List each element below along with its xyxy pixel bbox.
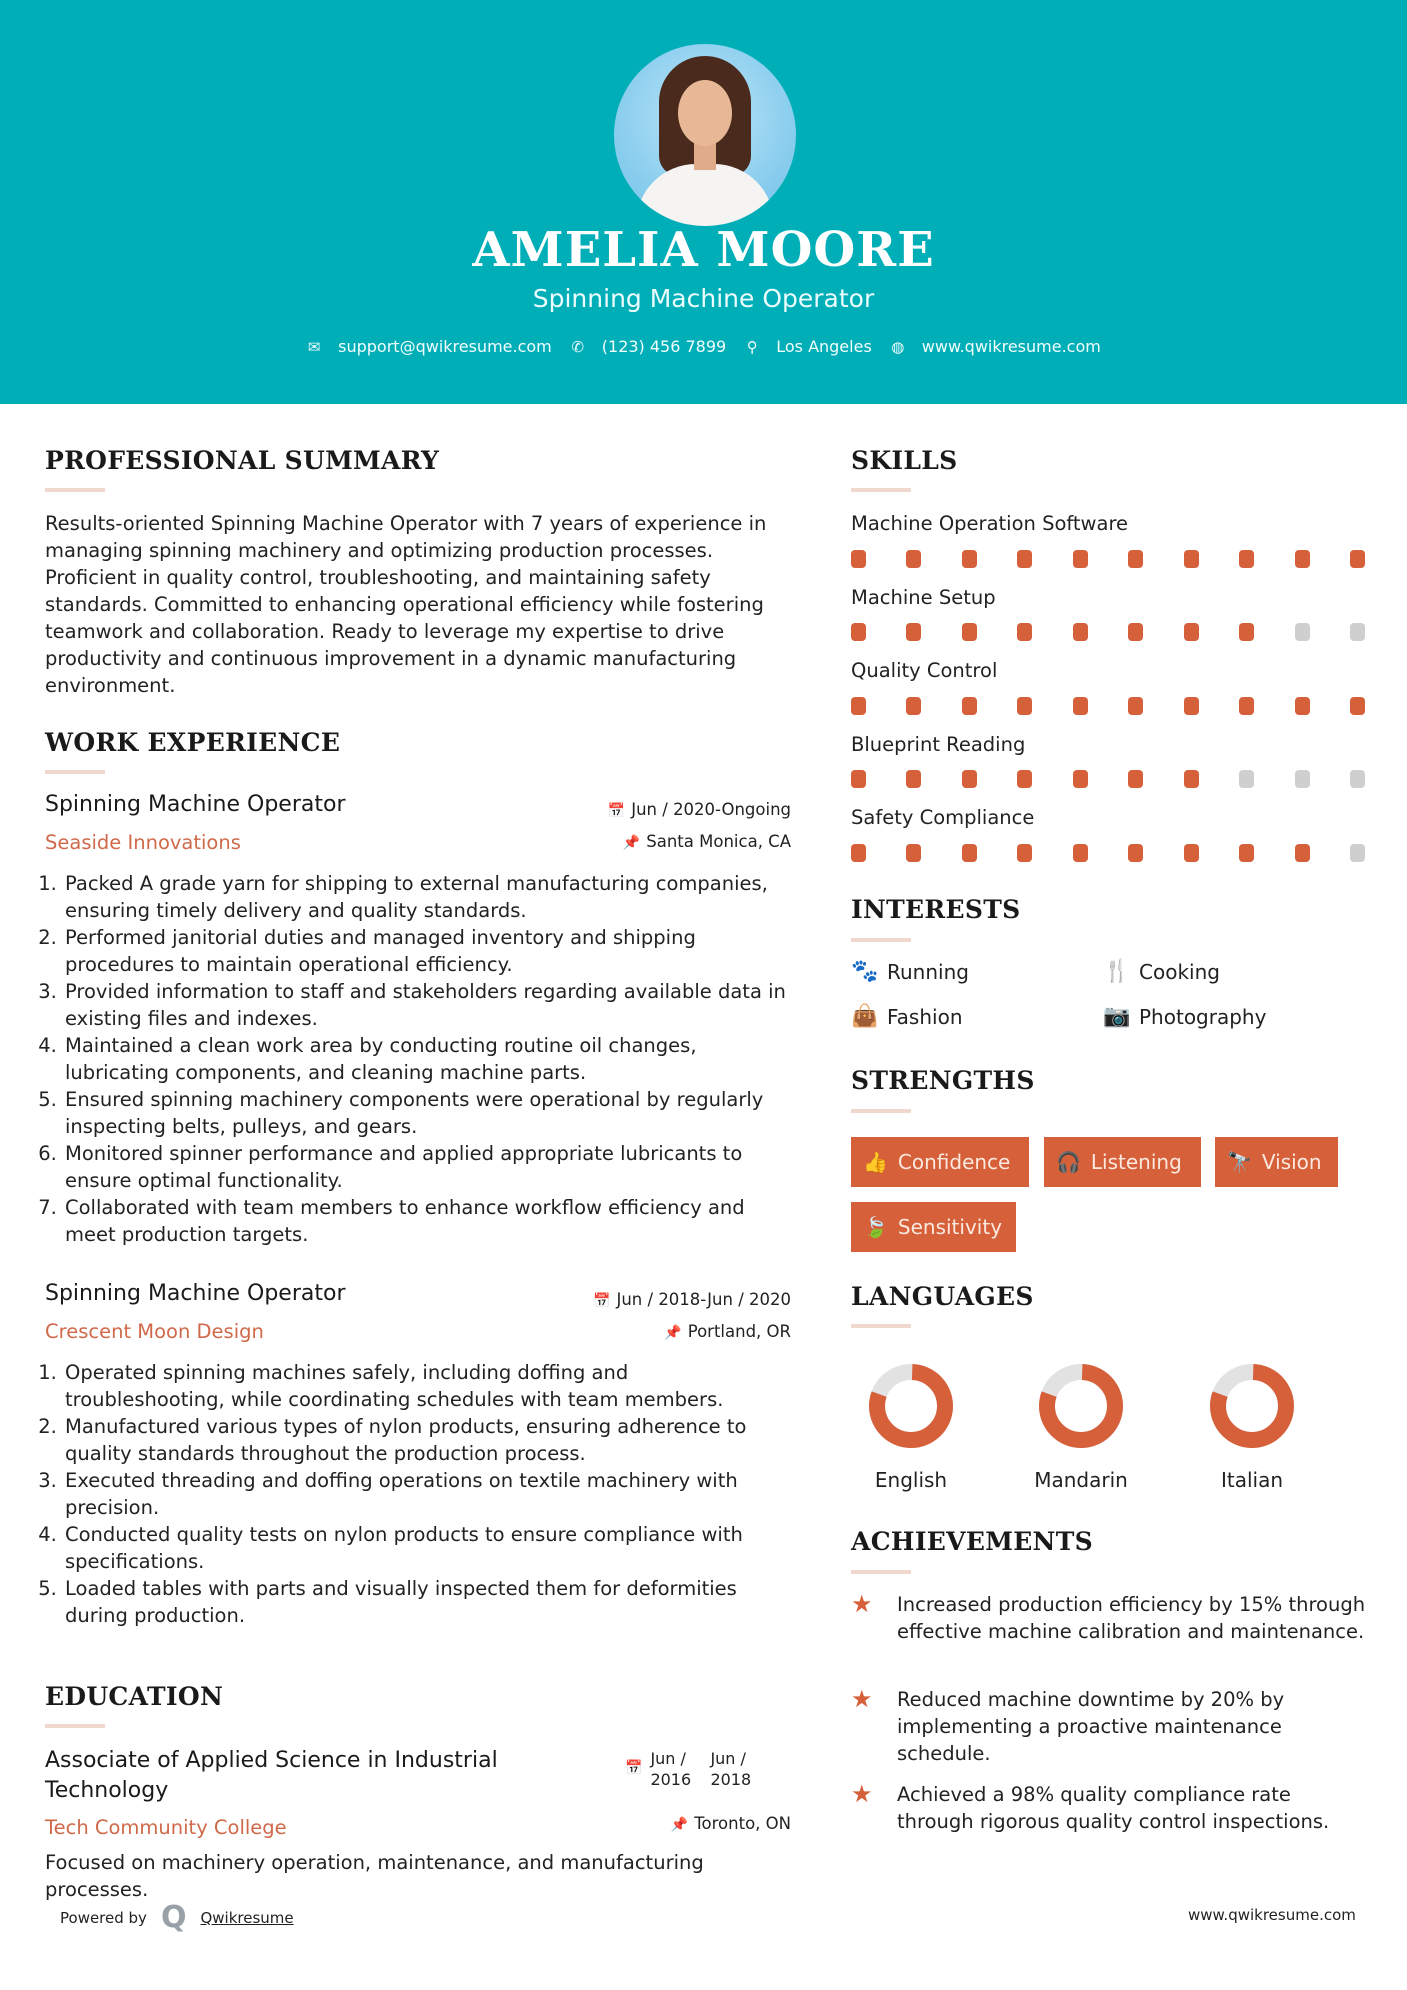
pushpin-icon: 📌 [664,1325,682,1341]
contact-email-text[interactable]: support@qwikresume.com [338,337,552,356]
map-pin-icon: ⚲ [746,337,758,356]
candidate-name: AMELIA MOORE [472,222,935,278]
avatar [614,44,796,226]
job-company: Crescent Moon Design [45,1320,264,1343]
summary-heading: PROFESSIONAL SUMMARY [45,446,440,475]
language-label: Italian [1220,1468,1284,1492]
skill-dot-filled [1350,550,1365,568]
camera-icon: 📷 [1103,1004,1131,1029]
skill-name: Quality Control [851,659,998,682]
skill-dot-filled [1239,623,1254,641]
envelope-icon: ✉ [307,337,321,356]
job-company: Seaside Innovations [45,831,241,854]
skill-dot-filled [1184,770,1199,788]
qwikresume-link[interactable]: Qwikresume [200,1908,294,1927]
section-underline [851,488,911,492]
section-underline [851,938,911,942]
achievement-item [851,1781,1371,1835]
skill-dot-filled [1295,844,1310,862]
list-item: 7. Collaborated with team members to enhance workflow efficiency and meet production targets. [63,1194,790,1248]
interest-running [851,959,969,984]
powered-by [60,1900,294,1935]
achievements-heading: ACHIEVEMENTS [851,1527,1093,1556]
skill-dot-filled [851,770,866,788]
calendar-icon: 📅 [625,1760,643,1776]
achievement-text: Reduced machine downtime by 20% by implementing a proactive maintenance schedule. [897,1688,1285,1765]
strength-label: Vision [1261,1150,1322,1174]
skill-rating [851,770,1365,788]
skill-dot-filled [1128,550,1143,568]
strength-sensitivity [851,1202,1016,1252]
skill-dot-filled [1017,770,1032,788]
job-title: Spinning Machine Operator [45,1281,346,1306]
job-bullets [45,870,790,1248]
education-heading: EDUCATION [45,1682,224,1711]
list-item: 2. Performed janitorial duties and managed inventory and shipping procedures to maintain operational efficiency. [63,924,790,978]
list-item: 4. Conducted quality tests on nylon products to ensure compliance with specifications. [63,1521,790,1575]
job-location [540,1322,791,1341]
skills-heading: SKILLS [851,446,958,475]
list-item: 1. Operated spinning machines safely, including doffing and troubleshooting, while coordinating schedules with team members. [63,1359,790,1413]
language-italian [1197,1362,1307,1492]
skill-dot-filled [851,844,866,862]
strength-listening [1044,1137,1201,1187]
section-underline [851,1109,911,1113]
list-item: 4. Maintained a clean work area by conducting routine oil changes, lubricating components, and cleaning machine parts. [63,1032,790,1086]
language-english [856,1362,966,1492]
achievement-item [851,1591,1371,1645]
contact-location [744,337,872,356]
section-underline [45,1724,105,1728]
languages-heading: LANGUAGES [851,1282,1034,1311]
language-donut-chart [856,1362,966,1450]
skill-dot-filled [962,844,977,862]
section-underline [45,488,105,492]
powered-by-label: Powered by [60,1908,147,1927]
strengths-heading: STRENGTHS [851,1066,1035,1095]
pushpin-icon: 📌 [670,1817,689,1833]
skill-dot-filled [851,550,866,568]
skill-dot-filled [1073,550,1088,568]
interest-cooking [1103,959,1220,984]
calendar-icon: 📅 [607,803,626,819]
star-icon: ★ [851,1780,873,1808]
contact-bar [0,337,1407,356]
skill-name: Machine Operation Software [851,512,1129,535]
interest-fashion [851,1004,963,1029]
job-dates [540,1290,791,1309]
strength-label: Listening [1090,1150,1182,1174]
language-mandarin [1026,1362,1136,1492]
job-location-text: Portland, OR [687,1322,791,1341]
education-location [540,1814,791,1833]
skill-dot-filled [906,844,921,862]
skill-dot-filled [1073,770,1088,788]
contact-location-text: Los Angeles [776,337,872,356]
contact-website-text[interactable]: www.qwikresume.com [921,337,1101,356]
strength-label: Sensitivity [897,1215,1003,1239]
skill-rating [851,697,1365,715]
school-name: Tech Community College [45,1816,287,1839]
pushpin-icon: 📌 [622,835,641,851]
skill-dot-filled [1184,623,1199,641]
skill-dot-filled [1239,550,1254,568]
skill-dot-empty [1239,770,1254,788]
skill-dot-empty [1295,770,1310,788]
paw-icon: 🐾 [851,959,879,984]
skill-dot-filled [1017,550,1032,568]
achievement-text: Increased production efficiency by 15% through effective machine calibration and maintenance. [897,1593,1366,1643]
skill-dot-filled [1128,770,1143,788]
thumbs-up-icon: 👍 [863,1150,888,1174]
list-item: 1. Packed A grade yarn for shipping to external manufacturing companies, ensuring timely delivery and quality standards. [63,870,790,924]
contact-phone-text[interactable]: (123) 456 7899 [601,337,727,356]
skill-dot-filled [851,623,866,641]
skill-rating [851,844,1365,862]
list-item: 2. Manufactured various types of nylon products, ensuring adherence to quality standards throughout the production process. [63,1413,790,1467]
job-bullets [45,1359,790,1629]
skill-dot-filled [906,550,921,568]
skill-rating [851,623,1365,641]
job-dates [540,800,791,819]
interest-label: Fashion [887,1004,963,1029]
skill-rating [851,550,1365,568]
achievement-text: Achieved a 98% quality compliance rate through rigorous quality control inspections. [897,1783,1330,1833]
language-label: English [874,1468,948,1492]
skill-dot-filled [1184,550,1199,568]
interest-photography [1103,1004,1266,1029]
job-title: Spinning Machine Operator [45,792,346,817]
skill-dot-filled [906,697,921,715]
skill-dot-filled [1184,697,1199,715]
skill-dot-empty [1350,770,1365,788]
skill-dot-empty [1350,623,1365,641]
experience-heading: WORK EXPERIENCE [45,728,341,757]
skill-dot-filled [962,623,977,641]
strength-vision [1215,1137,1338,1187]
contact-phone[interactable] [570,337,726,356]
interest-label: Cooking [1139,959,1220,984]
skill-dot-filled [1128,844,1143,862]
utensils-icon: 🍴 [1103,959,1131,984]
skill-dot-filled [962,697,977,715]
job-dates-text: Jun / 2018-Jun / 2020 [616,1290,791,1309]
list-item: 6. Monitored spinner performance and applied appropriate lubricants to ensure optimal functionality. [63,1140,790,1194]
headphones-icon: 🎧 [1056,1150,1081,1174]
language-donut-chart [1026,1362,1136,1450]
header-banner [0,0,1407,404]
interest-label: Running [887,959,969,984]
skill-dot-filled [1350,697,1365,715]
degree-title: Associate of Applied Science in Industrial Technology [45,1748,498,1803]
summary-text: Results-oriented Spinning Machine Operator with 7 years of experience in managing spinning machinery and optimizing production processes. Proficient in quality control, troubleshooting, and maintaining safety standards. Committed to enhancing operational efficiency while fostering teamwork and collaboration. Ready to leverage my expertise to drive productivity and continuous improvement in a dynamic manufacturing environment. [45,512,767,697]
skill-dot-filled [1239,844,1254,862]
education-dates [625,1748,762,1790]
skill-dot-filled [1184,844,1199,862]
star-icon: ★ [851,1590,873,1618]
skill-name: Blueprint Reading [851,733,1026,756]
job-location [540,832,791,851]
section-underline [851,1570,911,1574]
avatar-shirt [636,164,774,226]
globe-icon: ◍ [891,337,905,356]
skill-dot-filled [1073,623,1088,641]
list-item: 5. Loaded tables with parts and visually inspected them for deformities during production. [63,1575,790,1629]
list-item: 5. Ensured spinning machinery components were operational by regularly inspecting belts, pulleys, and gears. [63,1086,790,1140]
candidate-title: Spinning Machine Operator [532,284,875,313]
skill-dot-empty [1350,844,1365,862]
skill-name: Machine Setup [851,586,996,609]
job-dates-text: Jun / 2020-Ongoing [631,800,791,819]
education-end: Jun / 2018 [710,1749,752,1789]
section-underline [45,770,105,774]
calendar-icon: 📅 [593,1293,611,1309]
skill-dot-filled [851,697,866,715]
list-item: 3. Provided information to staff and stakeholders regarding available data in existing files and indexes. [63,978,790,1032]
job-location-text: Santa Monica, CA [646,832,791,851]
skill-dot-filled [962,770,977,788]
education-description: Focused on machinery operation, maintenance, and manufacturing processes. [45,1851,704,1901]
skill-dot-filled [1017,697,1032,715]
phone-icon: ✆ [571,337,585,356]
skill-dot-filled [1239,697,1254,715]
skill-dot-filled [906,770,921,788]
skill-dot-filled [906,623,921,641]
skill-dot-filled [1128,623,1143,641]
skill-dot-filled [1073,697,1088,715]
language-label: Mandarin [1034,1468,1128,1492]
list-item: 3. Executed threading and doffing operations on textile machinery with precision. [63,1467,790,1521]
skill-name: Safety Compliance [851,806,1035,829]
section-underline [851,1324,911,1328]
education-start: Jun / 2016 [650,1749,692,1789]
strength-label: Confidence [897,1150,1011,1174]
language-donut-chart [1197,1362,1307,1450]
leaf-icon: 🍃 [863,1215,888,1239]
skill-dot-empty [1295,623,1310,641]
footer-url[interactable]: www.qwikresume.com [1188,1906,1356,1924]
binoculars-icon: 🔭 [1227,1150,1252,1174]
contact-website[interactable] [890,337,1101,356]
shopping-bag-icon: 👜 [851,1004,879,1029]
star-icon: ★ [851,1685,873,1713]
achievement-item [851,1686,1371,1767]
qwikresume-logo-icon: Q [160,1900,187,1935]
skill-dot-filled [1017,623,1032,641]
skill-dot-filled [1295,697,1310,715]
education-location-text: Toronto, ON [694,1814,791,1833]
contact-email[interactable] [306,337,552,356]
skill-dot-filled [1017,844,1032,862]
strength-confidence [851,1137,1029,1187]
avatar-face [678,80,732,146]
skill-dot-filled [1128,697,1143,715]
skill-dot-filled [1295,550,1310,568]
skill-dot-filled [962,550,977,568]
skill-dot-filled [1073,844,1088,862]
interest-label: Photography [1139,1004,1267,1029]
interests-heading: INTERESTS [851,895,1021,924]
